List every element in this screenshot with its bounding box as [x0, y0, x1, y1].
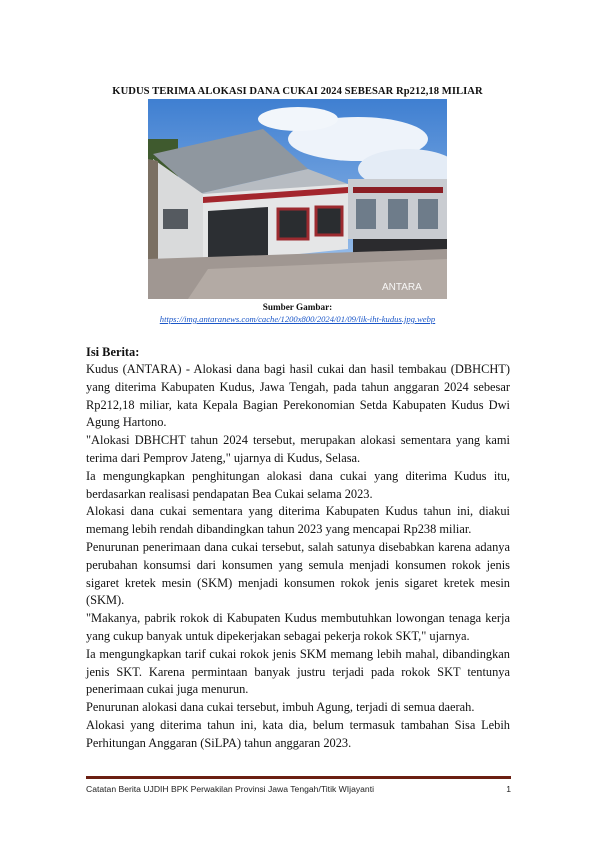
- section-heading: Isi Berita:: [86, 345, 140, 359]
- paragraph: "Makanya, pabrik rokok di Kabupaten Kudus membutuhkan lowongan tenaga kerja yang cukup banyak untuk dipekerjakan sebagai pekerja rokok SKT," ujarnya.: [86, 611, 510, 643]
- image-source-link[interactable]: https://img.antaranews.com/cache/1200x800/2024/01/09/lik-iht-kudus.jpg.webp: [159, 314, 436, 324]
- paragraph: "Alokasi DBHCHT tahun 2024 tersebut, merupakan alokasi sementara yang kami terima dari Pemprov Jateng," ujarnya di Kudus, Selasa.: [86, 433, 510, 465]
- paragraph: Penurunan penerimaan dana cukai tersebut, salah satunya disebabkan karena adanya perubahan konsumsi dari konsumen yang semula menjadi konsumen rokok jenis sigaret kretek mesin (SKM) menjadi konsumen rokok jenis sigaret kretek mesin (SKM).: [86, 539, 510, 608]
- watermark-text: ANTARA: [382, 282, 422, 293]
- page-number: 1: [506, 784, 511, 794]
- article-body: [86, 361, 510, 753]
- paragraph: Ia mengungkapkan penghitungan alokasi dana cukai yang diterima Kudus itu, berdasarkan realisasi pendapatan Bea Cukai selama 2023.: [86, 468, 510, 501]
- paragraph: Ia mengungkapkan tarif cukai rokok jenis SKM memang lebih mahal, dibandingkan jenis SKT. Karena permintaan banyak justru terjadi pada rokok SKT tentunya penerimaan cukai juga menurun.: [86, 646, 510, 697]
- paragraph: Kudus (ANTARA) - Alokasi dana bagi hasil cukai dan hasil tembakau (DBHCHT) yang diterima Kabupaten Kudus, Jawa Tengah, pada tahun anggaran 2024 sebesar Rp212,18 miliar, kata Kepala Bagian Perekonomian Setda Kabupaten Kudus Dwi Agung Hartono.: [86, 362, 510, 430]
- paragraph: Penurunan alokasi dana cukai tersebut, imbuh Agung, terjadi di semua daerah.: [86, 700, 475, 715]
- page-footer: [86, 784, 511, 794]
- image-caption: Sumber Gambar:: [262, 302, 333, 312]
- news-photo: [148, 99, 447, 299]
- paragraph: Alokasi dana cukai sementara yang diterima Kabupaten Kudus tahun ini, diakui memang lebih rendah dibandingkan tahun 2023 yang mencapai Rp238 miliar.: [86, 504, 510, 537]
- footer-rule: [86, 776, 511, 779]
- document-title: KUDUS TERIMA ALOKASI DANA CUKAI 2024 SEBESAR Rp212,18 MILIAR: [112, 86, 483, 97]
- paragraph: Alokasi yang diterima tahun ini, kata dia, belum termasuk tambahan Sisa Lebih Perhitungan Anggaran (SiLPA) tahun anggaran 2023.: [86, 717, 510, 750]
- footer-text: Catatan Berita UJDIH BPK Perwakilan Provinsi Jawa Tengah/Titik WIjayanti: [86, 784, 375, 794]
